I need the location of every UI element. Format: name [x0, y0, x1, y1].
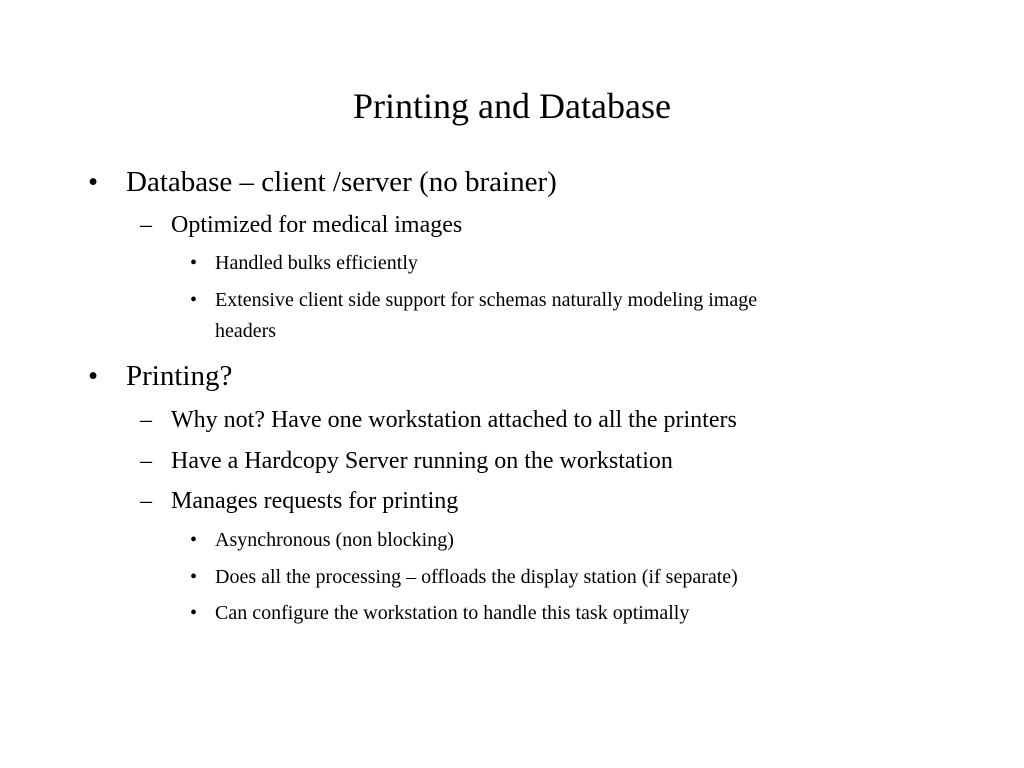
- item-text: Asynchronous (non blocking): [215, 529, 454, 551]
- dash-marker: –: [140, 212, 152, 238]
- subbullet-hardcopy-server: [0, 446, 1024, 476]
- item-text-continuation: headers: [215, 320, 277, 342]
- bullet-text: Printing?: [126, 360, 233, 392]
- bullet-text: Database – client /server (no brainer): [126, 166, 557, 198]
- item-text: Extensive client side support for schemas naturally modeling image: [215, 289, 758, 311]
- bullet-marker: •: [190, 289, 198, 311]
- dash-marker: –: [140, 448, 152, 474]
- bullet-printing: [0, 358, 1024, 394]
- bullet-marker: •: [190, 602, 198, 624]
- item-text: Can configure the workstation to handle this task optimally: [215, 602, 690, 624]
- subbullet-text: Why not? Have one workstation attached to all the printers: [171, 407, 737, 433]
- subbullet-why-not: [0, 405, 1024, 435]
- subbullet-optimized: [0, 210, 1024, 240]
- item-text: Does all the processing – offloads the display station (if separate): [215, 566, 738, 588]
- bullet-marker: •: [88, 360, 99, 392]
- item-processing: [0, 564, 1024, 591]
- subbullet-text: Manages requests for printing: [171, 488, 459, 514]
- dash-marker: –: [140, 407, 152, 433]
- bullet-marker: •: [88, 166, 99, 198]
- item-text: Handled bulks efficiently: [215, 252, 418, 274]
- item-extensive-support-continuation: [0, 318, 1024, 345]
- dash-marker: –: [140, 488, 152, 514]
- bullet-marker: •: [190, 252, 198, 274]
- bullet-database: [0, 164, 1024, 200]
- subbullet-text: Optimized for medical images: [171, 212, 463, 238]
- subbullet-manages-requests: [0, 486, 1024, 516]
- slide-title: Printing and Database: [353, 86, 671, 126]
- item-configure: [0, 600, 1024, 627]
- item-extensive-support: [0, 287, 1024, 314]
- bullet-marker: •: [190, 566, 198, 588]
- subbullet-text: Have a Hardcopy Server running on the workstation: [171, 448, 673, 474]
- item-handled-bulks: [0, 250, 1024, 277]
- item-asynchronous: [0, 527, 1024, 554]
- bullet-marker: •: [190, 529, 198, 551]
